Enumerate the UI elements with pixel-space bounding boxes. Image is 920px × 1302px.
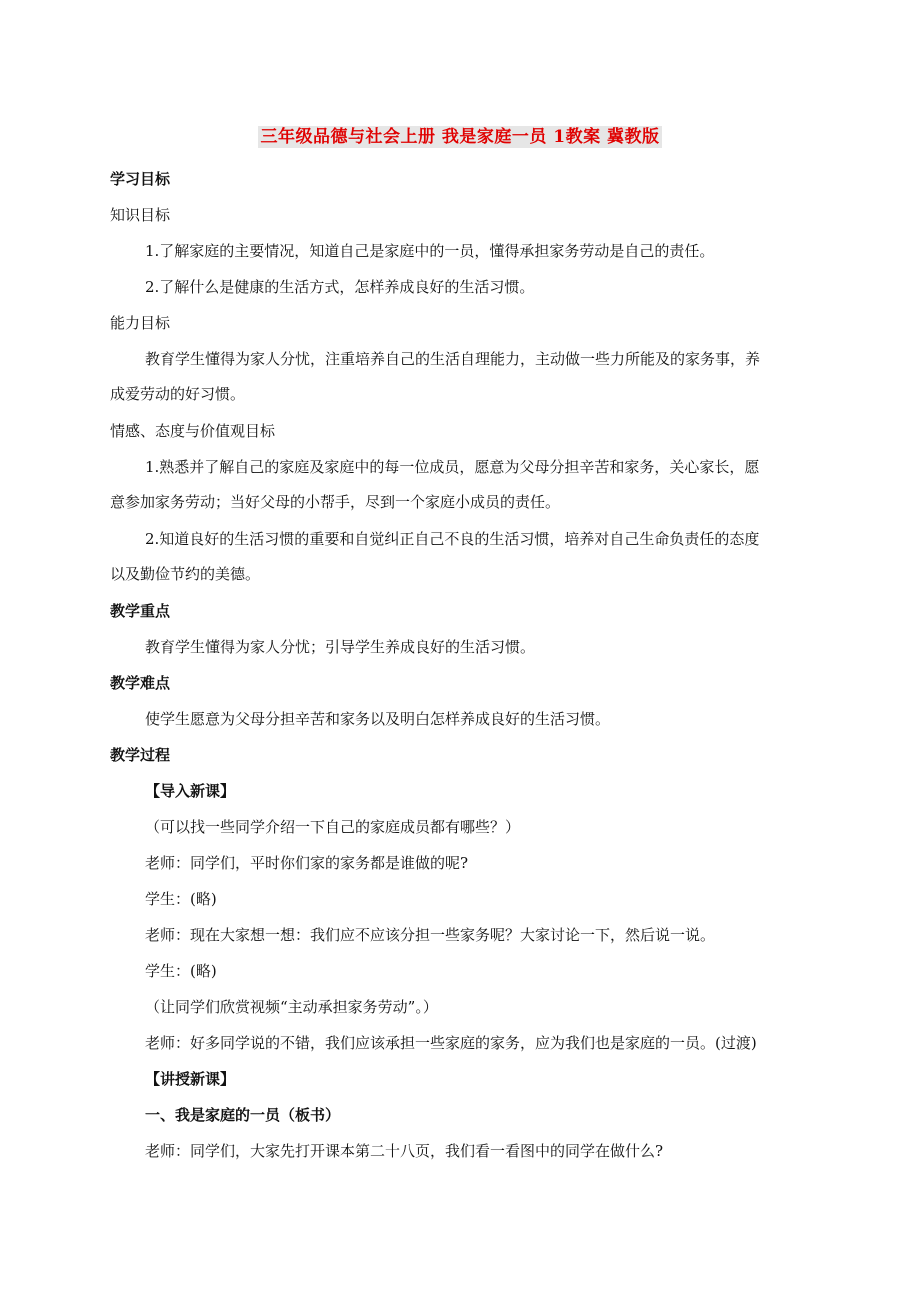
paragraph-line: 教育学生懂得为家人分忧；引导学生养成良好的生活习惯。 [145,638,536,656]
heading-teaching-process: 教学过程 [110,746,171,764]
section-heading-family-member: 一、我是家庭的一员（板书） [145,1106,341,1124]
paragraph-line: 意参加家务劳动；当好父母的小帮手，尽到一个家庭小成员的责任。 [110,493,561,511]
paragraph-line: 使学生愿意为父母分担辛苦和家务以及明白怎样养成良好的生活习惯。 [145,710,611,728]
section-intro-new-lesson: 【导入新课】 [145,782,236,800]
paragraph-line: 1.了解家庭的主要情况，知道自己是家庭中的一员，懂得承担家务劳动是自己的责任。 [145,242,715,260]
paragraph-line: （让同学们欣赏视频“主动承担家务劳动”。） [145,998,438,1016]
dialogue-line: 学生：(略) [145,890,217,908]
paragraph-line: 2.知道良好的生活习惯的重要和自觉纠正自己不良的生活习惯，培养对自己生命负责任的态度 [145,530,760,548]
section-teach-new-lesson: 【讲授新课】 [145,1070,236,1088]
subheading-emotion-objectives: 情感、态度与价值观目标 [110,422,276,440]
paragraph-line: 成爱劳动的好习惯。 [110,385,246,403]
paragraph-line: （可以找一些同学介绍一下自己的家庭成员都有哪些？） [145,818,521,836]
paragraph-line: 以及勤俭节约的美德。 [110,565,261,583]
heading-learning-objectives: 学习目标 [110,170,171,188]
dialogue-line: 老师：好多同学说的不错，我们应该承担一些家庭的家务，应为我们也是家庭的一员。(过渡) [145,1034,757,1052]
subheading-knowledge-objectives: 知识目标 [110,206,171,224]
dialogue-line: 学生：(略) [145,962,217,980]
paragraph-line: 教育学生懂得为家人分忧，注重培养自己的生活自理能力，主动做一些力所能及的家务事，养 [145,350,761,368]
heading-teaching-focus: 教学重点 [110,602,171,620]
document-title-wrap [0,122,920,147]
dialogue-line: 老师：同学们，平时你们家的家务都是谁做的呢? [145,854,469,872]
document-title: 三年级品德与社会上册 我是家庭一员 1教案 冀教版 [260,127,660,147]
paragraph-line: 2.了解什么是健康的生活方式，怎样养成良好的生活习惯。 [145,278,535,296]
heading-teaching-difficulty: 教学难点 [110,674,171,692]
subheading-ability-objectives: 能力目标 [110,314,171,332]
paragraph-line: 1.熟悉并了解自己的家庭及家庭中的每一位成员，愿意为父母分担辛苦和家务，关心家长，愿 [145,458,760,476]
dialogue-line: 老师：同学们，大家先打开课本第二十八页，我们看一看图中的同学在做什么? [145,1142,664,1160]
dialogue-line: 老师：现在大家想一想：我们应不应该分担一些家务呢？大家讨论一下，然后说一说。 [145,926,716,944]
